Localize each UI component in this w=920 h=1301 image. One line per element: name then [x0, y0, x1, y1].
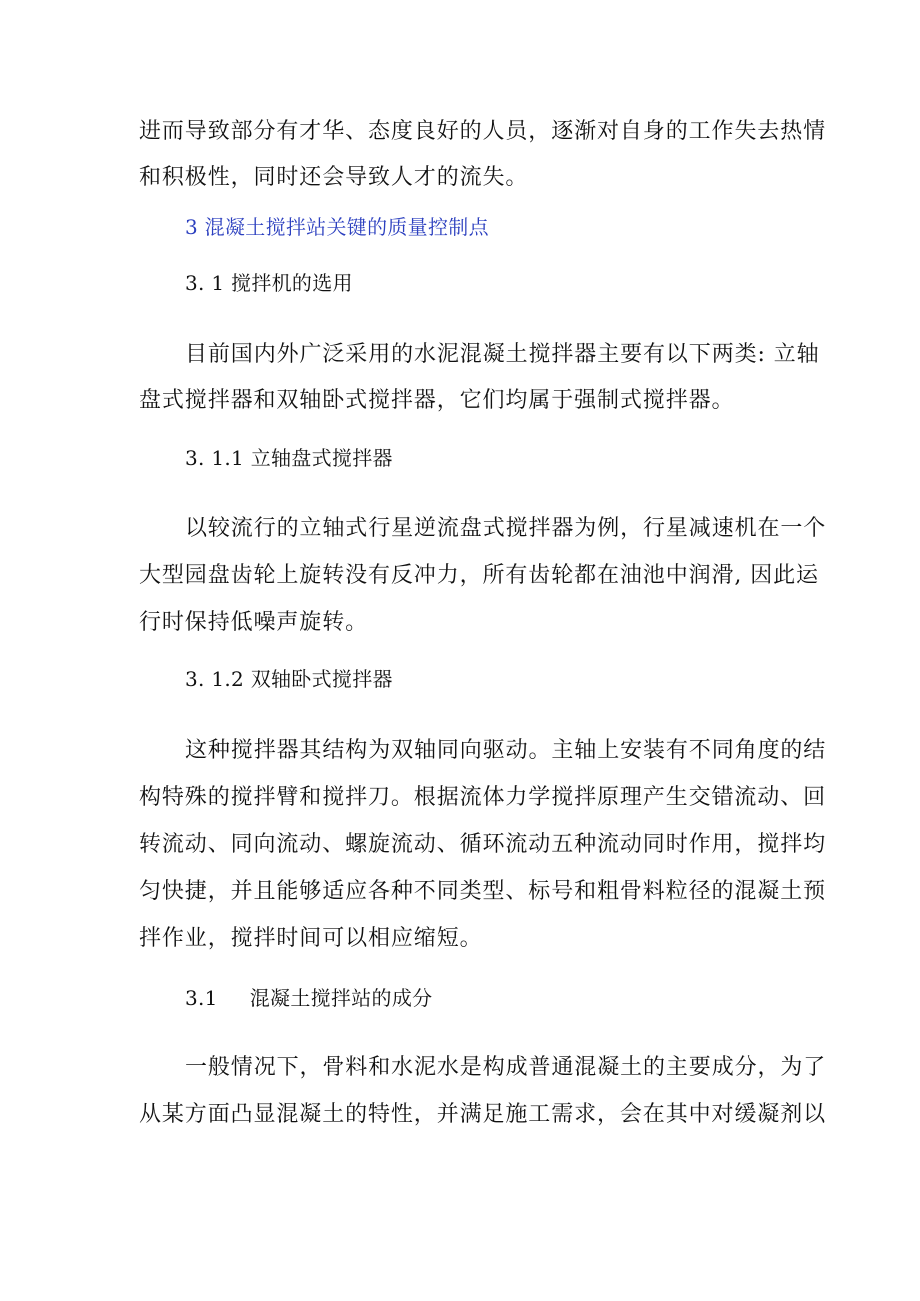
paragraph-line: 拌作业，搅拌时间可以相应缩短。: [139, 926, 483, 951]
paragraph-line: 盘式搅拌器和双轴卧式搅拌器，它们均属于强制式搅拌器。: [139, 388, 735, 413]
paragraph-line: 构特殊的搅拌臂和搅拌刀。根据流体力学搅拌原理产生交错流动、回: [139, 785, 827, 810]
paragraph-line: 这种搅拌器其结构为双轴同向驱动。主轴上安装有不同角度的结: [185, 738, 827, 763]
paragraph-line: 以较流行的立轴式行星逆流盘式搅拌器为例，行星减速机在一个: [185, 516, 827, 541]
subsection-heading: 3. 1.1 立轴盘式搅拌器: [185, 446, 393, 470]
paragraph-line: 目前国内外广泛采用的水泥混凝土搅拌器主要有以下两类: 立轴: [185, 342, 820, 367]
paragraph-line: 和积极性，同时还会导致人才的流失。: [139, 165, 529, 190]
paragraph-line: 行时保持低噪声旋转。: [139, 610, 369, 635]
paragraph-line: 一般情况下，骨料和水泥水是构成普通混凝土的主要成分，为了: [185, 1055, 827, 1080]
section-heading: 3 混凝土搅拌站关键的质量控制点: [185, 215, 489, 239]
paragraph-line: 进而导致部分有才华、态度良好的人员，逐渐对自身的工作失去热情: [139, 119, 827, 144]
subsection-title: 混凝土搅拌站的成分: [249, 986, 433, 1010]
paragraph-line: 转流动、同向流动、螺旋流动、循环流动五种流动同时作用，搅拌均: [139, 832, 827, 857]
paragraph-line: 大型园盘齿轮上旋转没有反冲力，所有齿轮都在油池中润滑, 因此运: [139, 563, 819, 588]
subsection-number: 3.1: [185, 986, 218, 1010]
paragraph-line: 从某方面凸显混凝土的特性，并满足施工需求，会在其中对缓凝剂以: [139, 1102, 827, 1127]
paragraph-line: 匀快捷，并且能够适应各种不同类型、标号和粗骨料粒径的混凝土预: [139, 879, 827, 904]
subsection-heading: 3. 1.2 双轴卧式搅拌器: [185, 667, 393, 691]
subsection-heading: [185, 983, 789, 1013]
subsection-heading: 3. 1 搅拌机的选用: [185, 271, 353, 295]
